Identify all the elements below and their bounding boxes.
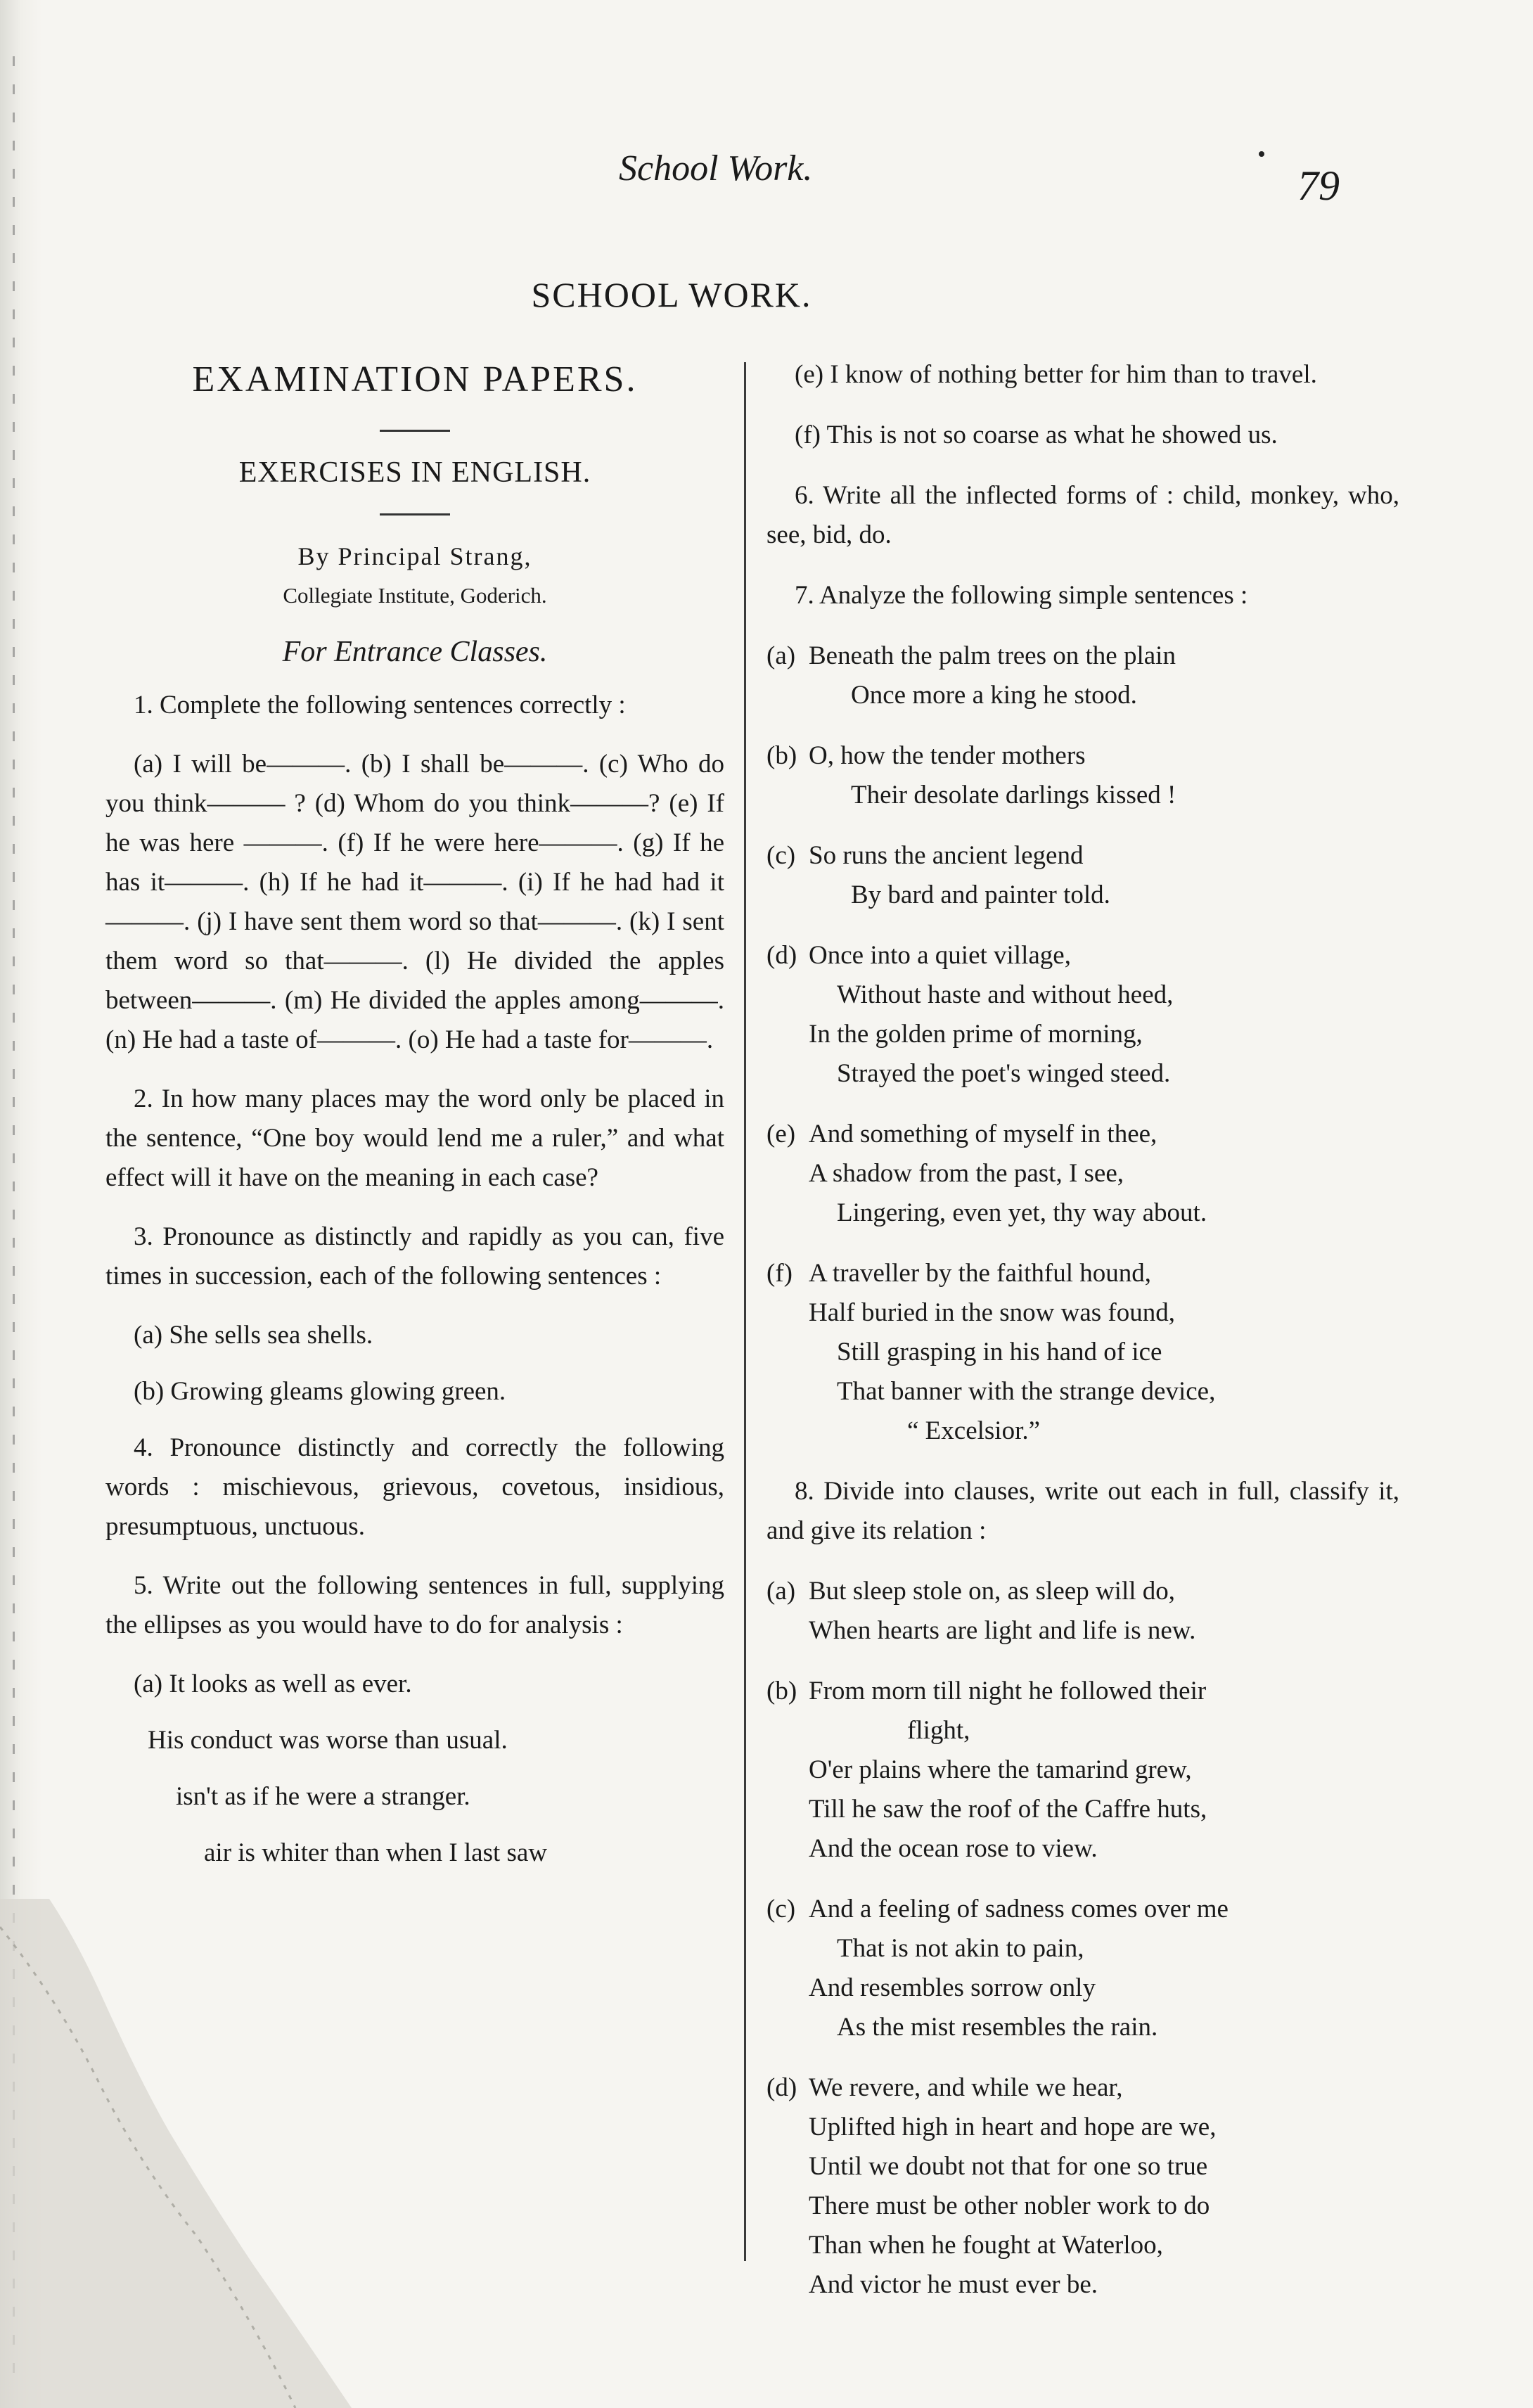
poem-line: Lingering, even yet, thy way about. — [837, 1198, 1207, 1227]
poem-line: “ Excelsior.” — [907, 1416, 1041, 1445]
poem-8c — [766, 1890, 1399, 2047]
question-5c: isn't as if he were a stranger. — [176, 1782, 470, 1811]
poem-line: And the ocean rose to view. — [809, 1834, 1098, 1863]
poem-line: That is not akin to pain, — [837, 1934, 1084, 1963]
poem-8d — [766, 2068, 1399, 2305]
question-8: 8. Divide into clauses, write out each in full, classify it, and give its relation : — [766, 1477, 1399, 1545]
question-3b: (b) Growing gleams glowing green. — [134, 1377, 506, 1406]
poem-line: There must be other nobler work to do — [809, 2191, 1210, 2220]
question-5e: (e) I know of nothing better for him than to travel. — [795, 360, 1317, 389]
item-label: (c) — [766, 841, 796, 870]
poem-line: flight, — [907, 1716, 970, 1745]
right-column — [766, 355, 1399, 2326]
exam-title: EXAMINATION PAPERS. — [192, 359, 638, 399]
poem-line: That banner with the strange device, — [837, 1377, 1216, 1406]
poem-line: O, how the tender mothers — [809, 741, 1086, 770]
poem-line: And a feeling of sadness comes over me — [809, 1895, 1229, 1923]
item-label: (f) — [766, 1259, 793, 1288]
poem-line: So runs the ancient legend — [809, 841, 1084, 870]
question-5b: His conduct was worse than usual. — [148, 1726, 508, 1755]
poem-line: Uplifted high in heart and hope are we, — [809, 2113, 1217, 2141]
poem-line: Without haste and without heed, — [837, 980, 1174, 1009]
column-divider — [744, 362, 746, 2261]
poem-line: Half buried in the snow was found, — [809, 1298, 1175, 1327]
question-5: 5. Write out the following sentences in full, supplying the ellipses as you would have to do for analysis : — [105, 1571, 724, 1639]
question-5a: (a) It looks as well as ever. — [134, 1670, 412, 1698]
poem-line: Strayed the poet's winged steed. — [837, 1059, 1171, 1088]
poem-line: When hearts are light and life is new. — [809, 1616, 1196, 1645]
poem-line: As the mist resembles the rain. — [837, 2013, 1158, 2042]
page-number: 79 — [1297, 162, 1340, 209]
question-7: 7. Analyze the following simple sentences : — [795, 581, 1248, 610]
item-label: (a) — [766, 641, 796, 670]
poem-line: A traveller by the faithful hound, — [809, 1259, 1152, 1288]
poem-7c — [766, 836, 1399, 915]
item-label: (a) — [766, 1577, 796, 1606]
left-column — [105, 355, 724, 1890]
question-1: 1. Complete the following sentences correctly : — [134, 691, 626, 719]
poem-line: We revere, and while we hear, — [809, 2073, 1123, 2102]
poem-line: In the golden prime of morning, — [809, 1020, 1143, 1049]
poem-line: Until we doubt not that for one so true — [809, 2152, 1208, 2181]
torn-corner-stain — [0, 1899, 366, 2408]
poem-8a — [766, 1572, 1399, 1651]
author-line: By Principal Strang, — [297, 542, 532, 570]
poem-7a — [766, 636, 1399, 715]
poem-line: Their desolate darlings kissed ! — [851, 781, 1176, 809]
running-head: School Work. — [619, 148, 813, 188]
question-4: 4. Pronounce distinctly and correctly the following words : mischievous, grievous, covetous, insidious, presumptuous, unctuous. — [105, 1433, 724, 1541]
question-3a: (a) She sells sea shells. — [134, 1321, 373, 1350]
exercise-title: EXERCISES IN ENGLISH. — [238, 456, 591, 489]
poem-line: Still grasping in his hand of ice — [837, 1338, 1162, 1366]
ink-speck — [1259, 151, 1264, 157]
item-label: (d) — [766, 941, 797, 970]
poem-line: Than when he fought at Waterloo, — [809, 2231, 1163, 2260]
section-title: SCHOOL WORK. — [531, 275, 812, 314]
poem-line: A shadow from the past, I see, — [809, 1159, 1124, 1188]
institution-line: Collegiate Institute, Goderich. — [283, 583, 547, 608]
question-1-body: (a) I will be———. (b) I shall be———. (c) Who do you think——— ? (d) Whom do you think———? (e) If he was here ———. (f) If he were here———. (g) If he has it———. (h) If he had it———. (i) If he had had it———. (j) I have sent them word so that———. (k) I sent them word so that———. (l) He divided the apples between———. (m) He divided the apples among———. (n) He had a taste of———. (o) He had a taste for———. — [105, 750, 724, 1054]
poem-8b — [766, 1672, 1399, 1869]
poem-line: Once into a quiet village, — [809, 941, 1071, 970]
poem-line: And resembles sorrow only — [809, 1973, 1096, 2002]
poem-7f — [766, 1254, 1399, 1451]
poem-line: Beneath the palm trees on the plain — [809, 641, 1176, 670]
question-3: 3. Pronounce as distinctly and rapidly as you can, five times in succession, each of the following sentences : — [105, 1222, 724, 1291]
classes-heading: For Entrance Classes. — [282, 636, 548, 668]
poem-line: And victor he must ever be. — [809, 2270, 1098, 2299]
item-label: (b) — [766, 741, 797, 770]
poem-7e — [766, 1115, 1399, 1233]
rule — [380, 513, 450, 515]
poem-line: And something of myself in thee, — [809, 1120, 1157, 1148]
poem-line: But sleep stole on, as sleep will do, — [809, 1577, 1176, 1606]
poem-line: From morn till night he followed their — [809, 1677, 1207, 1705]
question-6: 6. Write all the inflected forms of : child, monkey, who, see, bid, do. — [766, 481, 1399, 549]
poem-line: O'er plains where the tamarind grew, — [809, 1755, 1192, 1784]
item-label: (e) — [766, 1120, 796, 1148]
question-5d: air is whiter than when I last saw — [204, 1838, 548, 1867]
question-5f: (f) This is not so coarse as what he showed us. — [795, 421, 1278, 449]
poem-7d — [766, 936, 1399, 1094]
poem-line: Till he saw the roof of the Caffre huts, — [809, 1795, 1207, 1824]
page-binding-edge — [0, 0, 42, 2408]
question-2: 2. In how many places may the word only be placed in the sentence, “One boy would lend me a ruler,” and what effect will it have on the meaning in each case? — [105, 1084, 724, 1192]
poem-line: By bard and painter told. — [851, 880, 1110, 909]
rule — [380, 430, 450, 432]
item-label: (c) — [766, 1895, 796, 1923]
poem-line: Once more a king he stood. — [851, 681, 1137, 710]
item-label: (b) — [766, 1677, 797, 1705]
item-label: (d) — [766, 2073, 797, 2102]
poem-7b — [766, 736, 1399, 815]
